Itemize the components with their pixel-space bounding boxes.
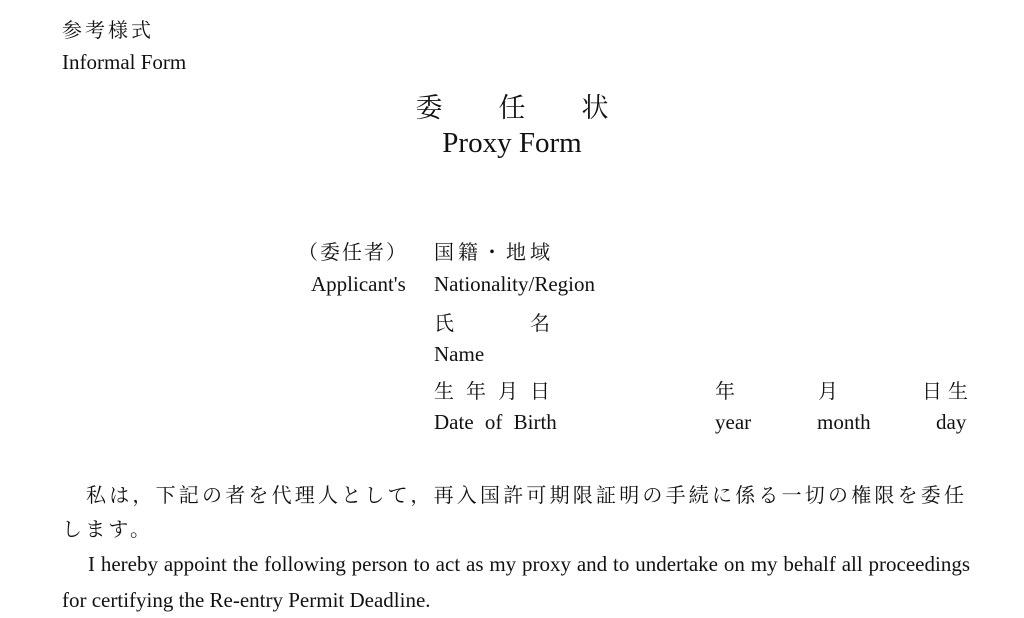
dob-label-jp: 生年月日 (434, 379, 562, 403)
month-label-jp: 月 (818, 379, 838, 403)
title-char: 状 (581, 93, 609, 124)
name-label-char: 氏 (434, 311, 454, 335)
dob-label-en: Date of Birth (434, 410, 557, 434)
year-label-en: year (715, 410, 752, 434)
title-char: 任 (498, 93, 526, 124)
page-title-jp (0, 86, 1024, 125)
statement-jp: 私は，下記の者を代理人として，再入国許可期限証明の手続に係る一切の権限を委任します。 (62, 483, 968, 541)
nationality-label-en: Nationality/Region (434, 272, 595, 296)
applicant-label-jp: （委任者） (298, 240, 408, 264)
name-label-jp (434, 307, 550, 336)
applicant-label-en: Applicant's (311, 272, 406, 296)
reference-form-label-jp: 参考様式 (62, 18, 154, 42)
name-label-en: Name (434, 342, 485, 366)
month-label-en: month (817, 410, 871, 434)
name-label-char: 名 (530, 311, 550, 335)
day-label-en: day (936, 410, 967, 434)
day-label-jp: 日生 (922, 379, 974, 403)
statement-en: I hereby appoint the following person to act as my proxy and to undertake on my behalf all proceedings for certifying the Re-entry Permit Deadline. (62, 552, 970, 612)
nationality-label-jp: 国籍・地域 (434, 240, 554, 264)
title-char: 委 (415, 93, 443, 124)
page-title-en: Proxy Form (442, 127, 582, 159)
reference-form-label-en: Informal Form (62, 50, 187, 74)
year-label-jp: 年 (715, 379, 735, 403)
